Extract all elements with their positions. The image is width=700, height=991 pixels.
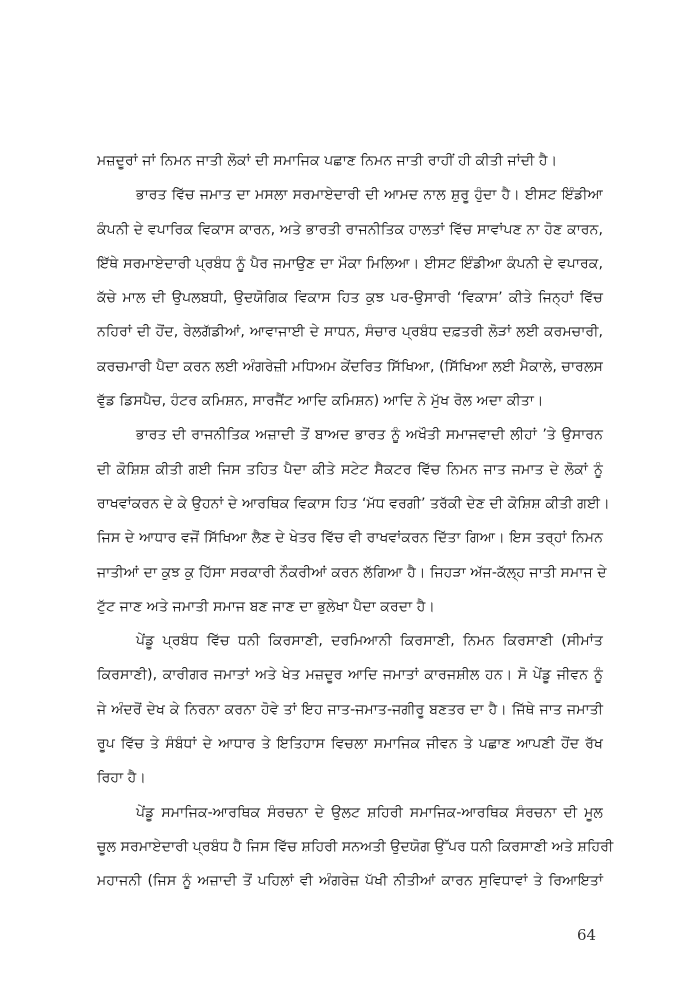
text-line: ਨਹਿਰਾਂ ਦੀ ਹੋਂਦ, ਰੇਲਗੱਡੀਆਂ, ਆਵਾਜਾਈ ਦੇ ਸਾਧਨ, ਸੰਚਾਰ ਪ੍ਰਬੰਧ ਦਫ਼ਤਰੀ ਲੋੜਾਂ ਲਈ ਕਰਮਚਾਰੀ, <box>97 324 603 341</box>
text-line: ਭਾਰਤ ਦੀ ਰਾਜਨੀਤਿਕ ਅਜ਼ਾਦੀ ਤੋਂ ਬਾਅਦ ਭਾਰਤ ਨੂੰ ਅਖੌਤੀ ਸਮਾਜਵਾਦੀ ਲੀਹਾਂ ’ਤੇ ਉਸਾਰਨ <box>136 427 603 444</box>
text-line: ਦੀ ਕੋਸ਼ਿਸ਼ ਕੀਤੀ ਗਈ ਜਿਸ ਤਹਿਤ ਪੈਦਾ ਕੀਤੇ ਸਟੇਟ ਸੈਕਟਰ ਵਿੱਚ ਨਿਮਨ ਜਾਤ ਜਮਾਤ ਦੇ ਲੋਕਾਂ ਨੂੰ <box>97 461 603 478</box>
text-line: ਵੁੱਡ ਡਿਸਪੈਚ, ਹੰਟਰ ਕਮਿਸ਼ਨ, ਸਾਰਜੈਂਟ ਆਦਿ ਕਮਿਸ਼ਨ) ਆਦਿ ਨੇ ਮੁੱਖ ਰੋਲ ਅਦਾ ਕੀਤਾ। <box>97 393 544 410</box>
text-line: ਭਾਰਤ ਵਿੱਚ ਜਮਾਤ ਦਾ ਮਸਲਾ ਸਰਮਾਏਦਾਰੀ ਦੀ ਆਮਦ ਨਾਲ ਸ਼ੁਰੂ ਹੁੰਦਾ ਹੈ। ਈਸਟ ਇੰਡੀਆ <box>136 187 603 204</box>
text-line: ਰਿਹਾ ਹੈ। <box>97 770 146 787</box>
text-line: ਚੂਲ ਸਰਮਾਏਦਾਰੀ ਪ੍ਰਬੰਧ ਹੈ ਜਿਸ ਵਿੱਚ ਸ਼ਹਿਰੀ ਸਨਅਤੀ ਉਦਯੋਗ ਉੱਪਰ ਧਨੀ ਕਿਰਸਾਣੀ ਅਤੇ ਸ਼ਹਿਰੀ <box>97 838 614 855</box>
text-line: ਇੱਥੇ ਸਰਮਾਏਦਾਰੀ ਪ੍ਰਬੰਧ ਨੂੰ ਪੈਰ ਜਮਾਉਣ ਦਾ ਮੌਕਾ ਮਿਲਿਆ। ਈਸਟ ਇੰਡੀਆ ਕੰਪਨੀ ਦੇ ਵਪਾਰਕ, <box>97 255 603 272</box>
text-line: ਟੁੱਟ ਜਾਣ ਅਤੇ ਜਮਾਤੀ ਸਮਾਜ ਬਣ ਜਾਣ ਦਾ ਭੁਲੇਖਾ ਪੈਦਾ ਕਰਦਾ ਹੈ। <box>97 598 435 615</box>
text-line: ਮਜ਼ਦੂਰਾਂ ਜਾਂ ਨਿਮਨ ਜਾਤੀ ਲੋਕਾਂ ਦੀ ਸਮਾਜਿਕ ਪਛਾਣ ਨਿਮਨ ਜਾਤੀ ਰਾਹੀਂ ਹੀ ਕੀਤੀ ਜਾਂਦੀ ਹੈ। <box>97 153 558 169</box>
text-line: ਜਿਸ ਦੇ ਆਧਾਰ ਵਜੋਂ ਸਿੱਖਿਆ ਲੈਣ ਦੇ ਖੇਤਰ ਵਿੱਚ ਵੀ ਰਾਖਵਾਂਕਰਨ ਦਿੱਤਾ ਗਿਆ। ਇਸ ਤਰ੍ਹਾਂ ਨਿਮਨ <box>97 530 603 547</box>
text-line: ਜਾਤੀਆਂ ਦਾ ਕੁਝ ਕੁ ਹਿੱਸਾ ਸਰਕਾਰੀ ਨੌਕਰੀਆਂ ਕਰਨ ਲੱਗਿਆ ਹੈ। ਜਿਹੜਾ ਅੱਜ-ਕੱਲ੍ਹ ਜਾਤੀ ਸਮਾਜ ਦੇ <box>97 564 607 581</box>
text-line: ਰੂਪ ਵਿੱਚ ਤੇ ਸੰਬੰਧਾਂ ਦੇ ਆਧਾਰ ਤੇ ਇਤਿਹਾਸ ਵਿਚਲਾ ਸਮਾਜਿਕ ਜੀਵਨ ਤੇ ਪਛਾਣ ਆਪਣੀ ਹੋਂਦ ਰੱਖ <box>97 736 603 753</box>
text-line: ਕਿਰਸਾਣੀ), ਕਾਰੀਗਰ ਜਮਾਤਾਂ ਅਤੇ ਖੇਤ ਮਜ਼ਦੂਰ ਆਦਿ ਜਮਾਤਾਂ ਕਾਰਜਸ਼ੀਲ ਹਨ। ਸੋ ਪੇਂਡੂ ਜੀਵਨ ਨੂੰ <box>97 667 603 684</box>
text-line: ਕੱਚੇ ਮਾਲ ਦੀ ਉਪਲਬਧੀ, ਉਦਯੋਗਿਕ ਵਿਕਾਸ ਹਿਤ ਕੁਝ ਪਰ-ਉਸਾਰੀ ‘ਵਿਕਾਸ’ ਕੀਤੇ ਜਿਨ੍ਹਾਂ ਵਿੱਚ <box>97 290 603 307</box>
text-line: ਪੇਂਡੂ ਸਮਾਜਿਕ-ਆਰਥਿਕ ਸੰਰਚਨਾ ਦੇ ਉਲਟ ਸ਼ਹਿਰੀ ਸਮਾਜਿਕ-ਆਰਥਿਕ ਸੰਰਚਨਾ ਦੀ ਮੂਲ <box>136 804 603 821</box>
page-number: 64 <box>577 926 597 944</box>
text-line: ਪੇਂਡੂ ਪ੍ਰਬੰਧ ਵਿੱਚ ਧਨੀ ਕਿਰਸਾਣੀ, ਦਰਮਿਆਨੀ ਕਿਰਸਾਣੀ, ਨਿਮਨ ਕਿਰਸਾਣੀ (ਸੀਮਾਂਤ <box>136 633 603 650</box>
text-line: ਕੰਪਨੀ ਦੇ ਵਪਾਰਿਕ ਵਿਕਾਸ ਕਾਰਨ, ਅਤੇ ਭਾਰਤੀ ਰਾਜਨੀਤਿਕ ਹਾਲਤਾਂ ਵਿੱਚ ਸਾਵਾਂਪਣ ਨਾ ਹੋਣ ਕਾਰਨ, <box>97 221 603 238</box>
text-line: ਜੇ ਅੰਦਰੋਂ ਦੇਖ ਕੇ ਨਿਰਨਾ ਕਰਨਾ ਹੋਵੇ ਤਾਂ ਇਹ ਜਾਤ-ਜਮਾਤ-ਜਗੀਰੂ ਬਣਤਰ ਦਾ ਹੈ। ਜਿੱਥੇ ਜਾਤ ਜਮਾਤੀ <box>97 701 603 718</box>
text-line: ਰਾਖਵਾਂਕਰਨ ਦੇ ਕੇ ਉਹਨਾਂ ਦੇ ਆਰਥਿਕ ਵਿਕਾਸ ਹਿਤ ‘ਮੱਧ ਵਰਗੀ’ ਤਰੱਕੀ ਦੇਣ ਦੀ ਕੋਸ਼ਿਸ਼ ਕੀਤੀ ਗਈ। <box>97 495 610 512</box>
text-line: ਕਰਚਮਾਰੀ ਪੈਦਾ ਕਰਨ ਲਈ ਅੰਗਰੇਜ਼ੀ ਮਧਿਅਮ ਕੇਂਦਰਿਤ ਸਿੱਖਿਆ, (ਸਿੱਖਿਆ ਲਈ ਮੈਕਾਲੇ, ਚਾਰਲਸ <box>97 358 603 375</box>
body-text <box>97 144 614 899</box>
text-line: ਮਹਾਜਨੀ (ਜਿਸ ਨੂੰ ਅਜ਼ਾਦੀ ਤੋਂ ਪਹਿਲਾਂ ਵੀ ਅੰਗਰੇਜ਼ ਪੱਖੀ ਨੀਤੀਆਂ ਕਾਰਨ ਸੁਵਿਧਾਵਾਂ ਤੇ ਰਿਆਇਤਾਂ <box>97 873 603 890</box>
